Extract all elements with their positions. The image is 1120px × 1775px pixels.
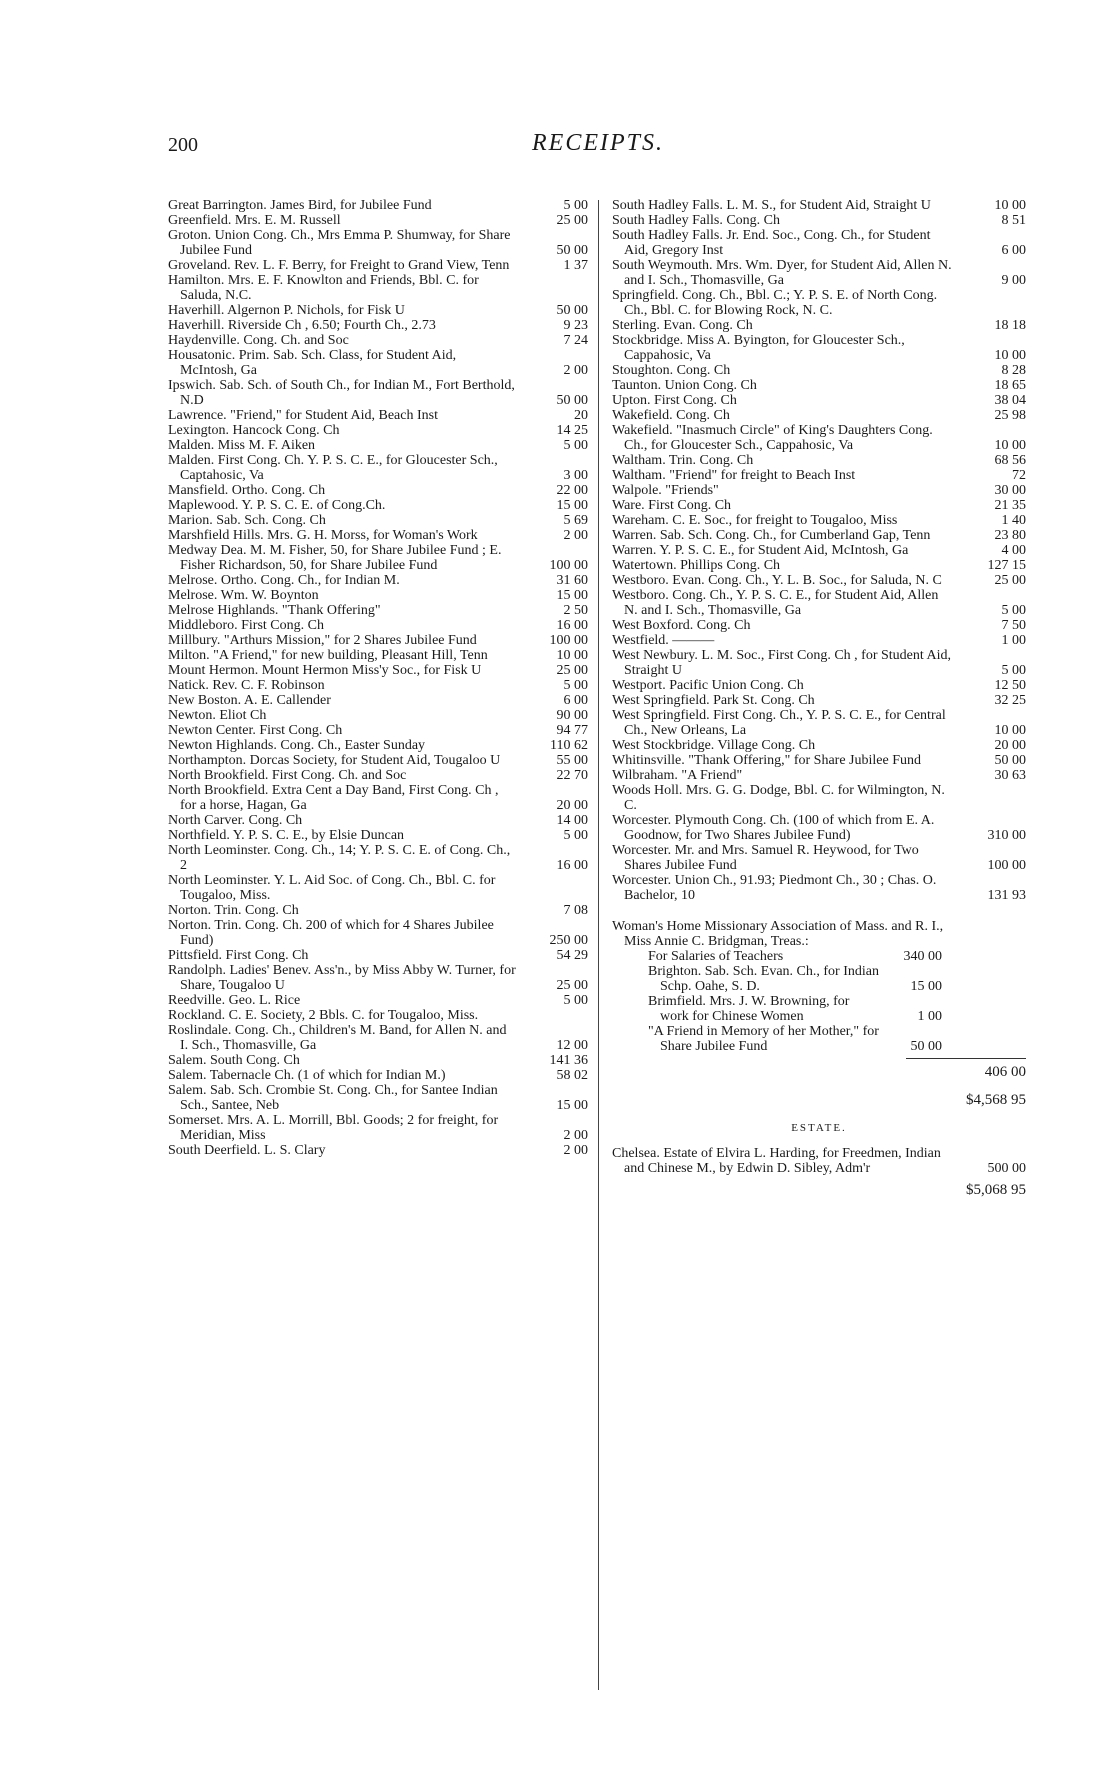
entry-amount: 16 00: [556, 858, 588, 873]
receipt-entry: [168, 318, 588, 333]
receipt-entry: [612, 543, 1026, 558]
receipt-entry: [612, 873, 1026, 903]
entry-amount: 1 40: [1001, 513, 1026, 528]
entry-text: West Springfield. First Cong. Ch., Y. P. S. C. E., for Central Ch., New Orleans, La: [612, 708, 946, 738]
receipt-entry: [612, 558, 1026, 573]
page-header: [168, 128, 1028, 158]
receipt-entry: [168, 1068, 588, 1083]
entry-amount: 50 00: [994, 753, 1026, 768]
receipt-entry: [612, 708, 1026, 738]
entry-text: Salem. Sab. Sch. Crombie St. Cong. Ch., for Santee Indian Sch., Santee, Neb: [168, 1083, 498, 1113]
entry-text: Wakefield. Cong. Ch: [612, 408, 730, 423]
entry-amount: 1 00: [917, 1009, 942, 1024]
receipt-entry: [168, 573, 588, 588]
entry-amount: 10 00: [994, 723, 1026, 738]
entry-text: Brighton. Sab. Sch. Evan. Ch., for Indian Schp. Oahe, S. D.: [648, 964, 879, 994]
entry-text: Hamilton. Mrs. E. F. Knowlton and Friends, Bbl. C. for Saluda, N.C.: [168, 273, 479, 303]
entry-text: Middleboro. First Cong. Ch: [168, 618, 324, 633]
entry-text: Melrose Highlands. "Thank Offering": [168, 603, 381, 618]
receipt-entry: [168, 528, 588, 543]
receipt-entry: [168, 453, 588, 483]
receipt-entry: [168, 708, 588, 723]
entry-amount: 50 00: [556, 393, 588, 408]
entry-text: Upton. First Cong. Ch: [612, 393, 737, 408]
column-divider: [598, 200, 599, 1690]
receipt-entry: [612, 393, 1026, 408]
receipt-entry: [612, 288, 1026, 318]
entry-text: Wareham. C. E. Soc., for freight to Tougaloo, Miss: [612, 513, 898, 528]
entry-text: North Leominster. Cong. Ch., 14; Y. P. S. C. E. of Cong. Ch., 2: [168, 843, 511, 873]
receipt-entry: [168, 1008, 588, 1023]
receipt-entry: [168, 258, 588, 273]
entry-text: Salem. Tabernacle Ch. (1 of which for Indian M.): [168, 1068, 446, 1083]
entry-amount: 50 00: [556, 303, 588, 318]
receipt-entry: [612, 198, 1026, 213]
receipt-entry: [612, 693, 1026, 708]
entry-amount: 72: [1012, 468, 1026, 483]
entry-text: For Salaries of Teachers: [648, 949, 784, 964]
entry-amount: 6 00: [1001, 243, 1026, 258]
entry-text: Millbury. "Arthurs Mission," for 2 Shares Jubilee Fund: [168, 633, 477, 648]
entry-amount: 9 00: [1001, 273, 1026, 288]
entry-text: Westboro. Evan. Cong. Ch., Y. L. B. Soc., for Saluda, N. C: [612, 573, 942, 588]
entry-amount: 8 51: [1001, 213, 1026, 228]
entry-amount: 10 00: [994, 438, 1026, 453]
receipt-entry: [168, 228, 588, 258]
receipt-entry: [168, 768, 588, 783]
entry-text: "A Friend in Memory of her Mother," for Share Jubilee Fund: [648, 1024, 879, 1054]
entry-text: Marshfield Hills. Mrs. G. H. Morss, for Woman's Work: [168, 528, 478, 543]
entry-text: Westport. Pacific Union Cong. Ch: [612, 678, 804, 693]
association-item: [612, 994, 1026, 1024]
entry-amount: 94 77: [556, 723, 588, 738]
receipt-entry: [168, 753, 588, 768]
entry-amount: 58 02: [556, 1068, 588, 1083]
entry-text: Mount Hermon. Mount Hermon Miss'y Soc., for Fisk U: [168, 663, 482, 678]
entry-amount: 5 69: [563, 513, 588, 528]
entry-text: Haverhill. Algernon P. Nichols, for Fisk U: [168, 303, 405, 318]
entry-text: Reedville. Geo. L. Rice: [168, 993, 301, 1008]
entry-amount: 2 00: [563, 363, 588, 378]
association-total-line: [612, 1064, 1026, 1084]
entry-text: North Brookfield. Extra Cent a Day Band, First Cong. Ch , for a horse, Hagan, Ga: [168, 783, 499, 813]
entry-text: Groton. Union Cong. Ch., Mrs Emma P. Shumway, for Share Jubilee Fund: [168, 228, 511, 258]
entry-amount: 4 00: [1001, 543, 1026, 558]
entry-amount: 25 98: [994, 408, 1026, 423]
receipt-entry: [612, 813, 1026, 843]
entry-amount: 340 00: [903, 949, 942, 964]
entry-amount: 18 18: [994, 318, 1026, 333]
receipt-entry: [168, 843, 588, 873]
entry-amount: 55 00: [556, 753, 588, 768]
entry-text: Waltham. Trin. Cong. Ch: [612, 453, 754, 468]
entry-text: Westfield. ———: [612, 633, 715, 648]
entry-amount: 90 00: [556, 708, 588, 723]
grand-total-line: [612, 1182, 1026, 1202]
entry-amount: 7 24: [563, 333, 588, 348]
entry-text: Greenfield. Mrs. E. M. Russell: [168, 213, 341, 228]
association-total: 406 00: [984, 1064, 1026, 1080]
entry-amount: 2 50: [563, 603, 588, 618]
entry-amount: 12 50: [994, 678, 1026, 693]
entry-text: Malden. Miss M. F. Aiken: [168, 438, 316, 453]
entry-amount: 25 00: [994, 573, 1026, 588]
entry-text: Newton Center. First Cong. Ch: [168, 723, 343, 738]
receipt-entry: [168, 348, 588, 378]
entry-text: Natick. Rev. C. F. Robinson: [168, 678, 325, 693]
receipt-entry: [612, 588, 1026, 618]
entry-text: Melrose. Ortho. Cong. Ch., for Indian M.: [168, 573, 400, 588]
receipt-entry: [168, 213, 588, 228]
entry-text: South Deerfield. L. S. Clary: [168, 1143, 326, 1158]
right-column: [612, 198, 1026, 1202]
receipt-entry: [168, 378, 588, 408]
receipt-entry: [612, 498, 1026, 513]
receipt-entry: [612, 318, 1026, 333]
entry-text: South Weymouth. Mrs. Wm. Dyer, for Student Aid, Allen N. and I. Sch., Thomasville, Ga: [612, 258, 952, 288]
estate-heading: ESTATE.: [791, 1122, 847, 1134]
entry-text: Housatonic. Prim. Sab. Sch. Class, for Student Aid, McIntosh, Ga: [168, 348, 457, 378]
entry-text: Lawrence. "Friend," for Student Aid, Beach Inst: [168, 408, 438, 423]
entry-amount: 32 25: [994, 693, 1026, 708]
running-total-line: [612, 1092, 1026, 1112]
entry-amount: 250 00: [549, 933, 588, 948]
receipt-entry: [612, 528, 1026, 543]
entry-text: Brimfield. Mrs. J. W. Browning, for work for Chinese Women: [648, 994, 850, 1024]
receipt-entry: [612, 363, 1026, 378]
entry-text: Rockland. C. E. Society, 2 Bbls. C. for Tougaloo, Miss.: [168, 1008, 479, 1023]
left-column: [168, 198, 588, 1158]
entry-text: New Boston. A. E. Callender: [168, 693, 331, 708]
entry-amount: 5 00: [563, 678, 588, 693]
entry-amount: 141 36: [549, 1053, 588, 1068]
entry-text: Worcester. Mr. and Mrs. Samuel R. Heywood, for Two Shares Jubilee Fund: [612, 843, 919, 873]
running-head: RECEIPTS.: [532, 130, 664, 156]
entry-text: North Carver. Cong. Ch: [168, 813, 303, 828]
entry-text: Mansfield. Ortho. Cong. Ch: [168, 483, 326, 498]
entry-amount: 22 70: [556, 768, 588, 783]
entry-text: Marion. Sab. Sch. Cong. Ch: [168, 513, 326, 528]
entry-text: Chelsea. Estate of Elvira L. Harding, for Freedmen, Indian and Chinese M., by Edwin D. Sibley, Adm'r: [612, 1146, 941, 1176]
entry-text: Ipswich. Sab. Sch. of South Ch., for Indian M., Fort Berthold, N.D: [168, 378, 515, 408]
receipt-entry: [168, 603, 588, 618]
entry-amount: 5 00: [1001, 603, 1026, 618]
association-items: [612, 949, 1026, 1054]
receipt-entry: [168, 903, 588, 918]
receipt-entry: [168, 483, 588, 498]
entry-text: Groveland. Rev. L. F. Berry, for Freight to Grand View, Tenn: [168, 258, 510, 273]
receipt-entry: [612, 408, 1026, 423]
receipt-entry: [168, 783, 588, 813]
entry-amount: 16 00: [556, 618, 588, 633]
entry-amount: 10 00: [994, 348, 1026, 363]
receipt-entry: [168, 993, 588, 1008]
receipt-entry: [168, 303, 588, 318]
entry-text: Haydenville. Cong. Ch. and Soc: [168, 333, 349, 348]
entry-amount: 25 00: [556, 978, 588, 993]
entry-text: Malden. First Cong. Ch. Y. P. S. C. E., for Gloucester Sch., Captahosic, Va: [168, 453, 498, 483]
entry-text: Melrose. Wm. W. Boynton: [168, 588, 319, 603]
entry-amount: 100 00: [549, 633, 588, 648]
entry-text: Newton Highlands. Cong. Ch., Easter Sunday: [168, 738, 426, 753]
receipt-entry: [168, 948, 588, 963]
receipt-entry: [168, 813, 588, 828]
receipt-entry: [612, 753, 1026, 768]
receipt-entry: [612, 618, 1026, 633]
entry-amount: 127 15: [987, 558, 1026, 573]
entry-amount: 50 00: [556, 243, 588, 258]
entry-text: South Hadley Falls. Jr. End. Soc., Cong. Ch., for Student Aid, Gregory Inst: [612, 228, 931, 258]
entry-amount: 15 00: [556, 498, 588, 513]
entry-text: Pittsfield. First Cong. Ch: [168, 948, 309, 963]
entry-text: Haverhill. Riverside Ch , 6.50; Fourth Ch., 2.73: [168, 318, 436, 333]
entry-text: Worcester. Union Ch., 91.93; Piedmont Ch., 30 ; Chas. O. Bachelor, 10: [612, 873, 937, 903]
receipt-entry: [168, 333, 588, 348]
entry-amount: 15 00: [556, 1098, 588, 1113]
page-number: 200: [168, 134, 198, 156]
entry-amount: 2 00: [563, 1128, 588, 1143]
entry-text: Warren. Y. P. S. C. E., for Student Aid, McIntosh, Ga: [612, 543, 909, 558]
entry-text: Walpole. "Friends": [612, 483, 719, 498]
entry-amount: 500 00: [987, 1161, 1026, 1176]
entry-amount: 38 04: [994, 393, 1026, 408]
entry-text: West Stockbridge. Village Cong. Ch: [612, 738, 816, 753]
receipt-entry: [612, 783, 1026, 813]
entry-text: Whitinsville. "Thank Offering," for Share Jubilee Fund: [612, 753, 921, 768]
entry-text: Norton. Trin. Cong. Ch: [168, 903, 299, 918]
receipt-entry: [612, 513, 1026, 528]
entry-amount: 7 50: [1001, 618, 1026, 633]
grand-total: $5,068 95: [966, 1182, 1026, 1198]
entry-amount: 1 00: [1001, 633, 1026, 648]
entry-amount: 50 00: [910, 1039, 942, 1054]
entry-text: South Hadley Falls. L. M. S., for Student Aid, Straight U: [612, 198, 931, 213]
entry-text: West Springfield. Park St. Cong. Ch: [612, 693, 815, 708]
entry-text: Springfield. Cong. Ch., Bbl. C.; Y. P. S. E. of North Cong. Ch., Bbl. C. for Blowing Rock, N. C.: [612, 288, 938, 318]
entry-amount: 10 00: [994, 198, 1026, 213]
entry-amount: 25 00: [556, 213, 588, 228]
entry-text: Medway Dea. M. M. Fisher, 50, for Share Jubilee Fund ; E. Fisher Richardson, 50, for Share Jubilee Fund: [168, 543, 502, 573]
receipt-entry: [168, 1113, 588, 1143]
entry-amount: 5 00: [563, 828, 588, 843]
receipt-entry: [168, 423, 588, 438]
receipt-entry: [168, 1023, 588, 1053]
receipt-entry: [168, 513, 588, 528]
entry-text: Randolph. Ladies' Benev. Ass'n., by Miss Abby W. Turner, for Share, Tougaloo U: [168, 963, 516, 993]
entry-amount: 21 35: [994, 498, 1026, 513]
entry-text: West Boxford. Cong. Ch: [612, 618, 751, 633]
receipt-entry: [612, 378, 1026, 393]
receipt-entry: [168, 543, 588, 573]
receipt-entry: [612, 678, 1026, 693]
receipt-entry: [612, 468, 1026, 483]
entry-text: Sterling. Evan. Cong. Ch: [612, 318, 753, 333]
subtotal-rule: [612, 1054, 1026, 1064]
entry-amount: 25 00: [556, 663, 588, 678]
receipt-entry: [612, 738, 1026, 753]
entry-text: Ware. First Cong. Ch: [612, 498, 732, 513]
entry-amount: 5 00: [563, 993, 588, 1008]
entry-text: Waltham. "Friend" for freight to Beach Inst: [612, 468, 856, 483]
entry-text: Maplewood. Y. P. S. C. E. of Cong.Ch.: [168, 498, 386, 513]
receipt-entry: [612, 633, 1026, 648]
entry-text: Westboro. Cong. Ch., Y. P. S. C. E., for Student Aid, Allen N. and I. Sch., Thomasville, Ga: [612, 588, 939, 618]
entry-amount: 15 00: [910, 979, 942, 994]
entry-amount: 8 28: [1001, 363, 1026, 378]
running-total: $4,568 95: [966, 1092, 1026, 1108]
entry-text: Milton. "A Friend," for new building, Pleasant Hill, Tenn: [168, 648, 488, 663]
entry-amount: 2 00: [563, 1143, 588, 1158]
entry-amount: 5 00: [1001, 663, 1026, 678]
receipt-entry: [168, 633, 588, 648]
entry-amount: 10 00: [556, 648, 588, 663]
entry-amount: 68 56: [994, 453, 1026, 468]
receipt-entry: [168, 588, 588, 603]
receipt-entry: [612, 213, 1026, 228]
receipt-entry: [168, 1053, 588, 1068]
entry-text: Watertown. Phillips Cong. Ch: [612, 558, 781, 573]
receipt-entry: [168, 963, 588, 993]
receipt-entry: [612, 423, 1026, 453]
entry-amount: 18 65: [994, 378, 1026, 393]
entry-amount: 31 60: [556, 573, 588, 588]
receipt-entry: [168, 1143, 588, 1158]
entry-amount: 5 00: [563, 438, 588, 453]
entry-text: Stockbridge. Miss A. Byington, for Gloucester Sch., Cappahosic, Va: [612, 333, 905, 363]
receipt-entry: [168, 273, 588, 303]
receipt-entry: [168, 663, 588, 678]
entry-text: Wakefield. "Inasmuch Circle" of King's Daughters Cong. Ch., for Gloucester Sch., Cappahosic, Va: [612, 423, 933, 453]
entry-amount: 14 00: [556, 813, 588, 828]
entry-amount: 30 63: [994, 768, 1026, 783]
receipt-entry: [168, 498, 588, 513]
association-item: [612, 949, 1026, 964]
receipt-entry: [168, 678, 588, 693]
receipt-entry: [612, 843, 1026, 873]
association-item: [612, 1024, 1026, 1054]
receipt-entry: [612, 453, 1026, 468]
entry-text: Roslindale. Cong. Ch., Children's M. Band, for Allen N. and I. Sch., Thomasville, Ga: [168, 1023, 507, 1053]
entry-amount: 100 00: [987, 858, 1026, 873]
receipt-entry: [612, 573, 1026, 588]
entry-amount: 131 93: [987, 888, 1026, 903]
entry-amount: 20: [574, 408, 588, 423]
estate-entry: [612, 1146, 1026, 1176]
entry-amount: 100 00: [549, 558, 588, 573]
receipt-entry: [612, 768, 1026, 783]
entry-text: North Leominster. Y. L. Aid Soc. of Cong. Ch., Bbl. C. for Tougaloo, Miss.: [168, 873, 496, 903]
entry-amount: 15 00: [556, 588, 588, 603]
entry-text: Somerset. Mrs. A. L. Morrill, Bbl. Goods; 2 for freight, for Meridian, Miss: [168, 1113, 499, 1143]
receipt-entry: [168, 618, 588, 633]
entry-text: Wilbraham. "A Friend": [612, 768, 743, 783]
entry-amount: 110 62: [550, 738, 588, 753]
entry-text: Newton. Eliot Ch: [168, 708, 267, 723]
receipt-entry: [612, 333, 1026, 363]
entry-amount: 6 00: [563, 693, 588, 708]
association-heading: Woman's Home Missionary Association of Mass. and R. I., Miss Annie C. Bridgman, Treas.:: [612, 919, 944, 949]
entry-amount: 22 00: [556, 483, 588, 498]
entry-amount: 30 00: [994, 483, 1026, 498]
receipt-entry: [612, 228, 1026, 258]
entry-amount: 310 00: [987, 828, 1026, 843]
entry-text: Woods Holl. Mrs. G. G. Dodge, Bbl. C. for Wilmington, N. C.: [612, 783, 945, 813]
entry-text: Norton. Trin. Cong. Ch. 200 of which for 4 Shares Jubilee Fund): [168, 918, 494, 948]
entry-amount: 23 80: [994, 528, 1026, 543]
entry-text: Northfield. Y. P. S. C. E., by Elsie Duncan: [168, 828, 405, 843]
right-entries: [612, 198, 1026, 903]
entry-amount: 7 08: [563, 903, 588, 918]
entry-text: Salem. South Cong. Ch: [168, 1053, 300, 1068]
receipt-entry: [612, 648, 1026, 678]
entry-amount: 2 00: [563, 528, 588, 543]
entry-amount: 20 00: [994, 738, 1026, 753]
entry-text: North Brookfield. First Cong. Ch. and Soc: [168, 768, 407, 783]
entry-text: Worcester. Plymouth Cong. Ch. (100 of which from E. A. Goodnow, for Two Shares Jubilee Fund): [612, 813, 935, 843]
entry-text: West Newbury. L. M. Soc., First Cong. Ch , for Student Aid, Straight U: [612, 648, 952, 678]
entry-amount: 3 00: [563, 468, 588, 483]
entry-text: Lexington. Hancock Cong. Ch: [168, 423, 340, 438]
entry-text: Warren. Sab. Sch. Cong. Ch., for Cumberland Gap, Tenn: [612, 528, 931, 543]
entry-amount: 1 37: [563, 258, 588, 273]
receipt-entry: [612, 483, 1026, 498]
receipt-entry: [168, 198, 588, 213]
entry-amount: 54 29: [556, 948, 588, 963]
entry-amount: 20 00: [556, 798, 588, 813]
entry-text: Taunton. Union Cong. Ch: [612, 378, 757, 393]
receipt-entry: [168, 408, 588, 423]
entry-amount: 5 00: [563, 198, 588, 213]
receipt-entry: [168, 1083, 588, 1113]
entry-amount: 9 23: [563, 318, 588, 333]
receipt-entry: [612, 258, 1026, 288]
receipt-entry: [168, 738, 588, 753]
entry-text: Northampton. Dorcas Society, for Student Aid, Tougaloo U: [168, 753, 501, 768]
entry-text: Stoughton. Cong. Ch: [612, 363, 731, 378]
receipt-entry: [168, 648, 588, 663]
receipt-entry: [168, 828, 588, 843]
receipt-entry: [168, 693, 588, 708]
entry-text: South Hadley Falls. Cong. Ch: [612, 213, 781, 228]
receipt-entry: [168, 723, 588, 738]
receipt-entry: [168, 873, 588, 903]
association-item: [612, 964, 1026, 994]
receipt-entry: [168, 918, 588, 948]
entry-amount: 12 00: [556, 1038, 588, 1053]
receipt-entry: [168, 438, 588, 453]
entry-amount: 14 25: [556, 423, 588, 438]
entry-text: Great Barrington. James Bird, for Jubilee Fund: [168, 198, 432, 213]
